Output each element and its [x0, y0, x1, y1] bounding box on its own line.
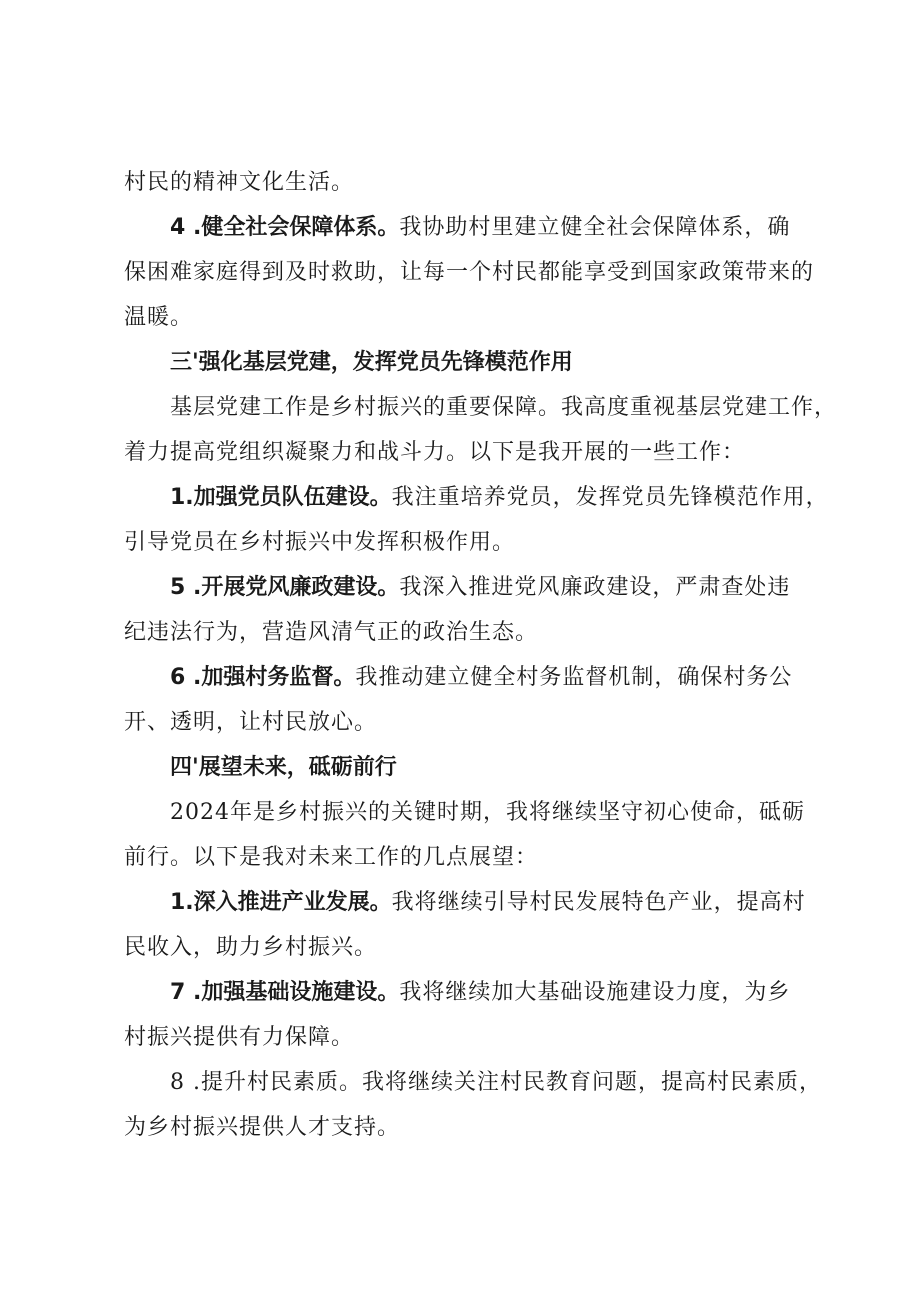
body-line: [0, 393, 920, 423]
list-item-title: 1.深入推进产业发展。: [170, 890, 392, 915]
body-line: [0, 618, 920, 648]
body-line: [0, 168, 920, 198]
line-text: 2024年是乡村振兴的关键时期，我将继续坚守初心使命，砥砺: [170, 800, 805, 825]
line-text: 村振兴提供有力保障。: [124, 1025, 355, 1050]
line-text: 保困难家庭得到及时救助，让每一个村民都能享受到国家政策带来的: [124, 260, 815, 285]
line-text: 我协助村里建立健全社会保障体系，确: [399, 215, 791, 240]
line-text: 引导党员在乡村振兴中发挥积极作用。: [124, 530, 516, 555]
body-line: [0, 303, 920, 333]
body-line: [0, 708, 920, 738]
line-text: 开、透明，让村民放心。: [124, 710, 378, 735]
body-line: [0, 1023, 920, 1053]
list-item-line: [0, 483, 920, 513]
body-line: [0, 843, 920, 873]
list-item-line: [0, 1068, 920, 1098]
line-text: 我深入推进党风廉政建设，严肃查处违: [399, 575, 791, 600]
line-text: 我推动建立健全村务监督机制，确保村务公: [355, 665, 793, 690]
body-line: [0, 528, 920, 558]
list-item-line: [0, 663, 920, 693]
line-text: 我将继续引导村民发展特色产业，提高村: [391, 890, 806, 915]
list-item-line: [0, 888, 920, 918]
line-text: 温暖。: [124, 305, 194, 330]
line-text: 民收入，助力乡村振兴。: [124, 935, 378, 960]
list-item-line: [0, 213, 920, 243]
body-line: [0, 798, 920, 828]
list-item-line: [0, 978, 920, 1008]
line-text: 前行。以下是我对未来工作的几点展望：: [124, 845, 539, 870]
section-heading-text: 四'展望未来，砥砺前行: [170, 755, 397, 780]
list-item-title: 4 .健全社会保障体系。: [170, 215, 400, 240]
list-item-title: 7 .加强基础设施建设。: [170, 980, 400, 1005]
list-item-title: 1.加强党员队伍建设。: [170, 485, 392, 510]
section-heading: [0, 753, 920, 783]
line-text: 8 .提升村民素质。我将继续关注村民教育问题，提高村民素质，: [170, 1070, 822, 1095]
body-line: [0, 1113, 920, 1143]
line-text: 我将继续加大基础设施建设力度，为乡: [399, 980, 791, 1005]
line-text: 纪违法行为，营造风清气正的政治生态。: [124, 620, 539, 645]
list-item-title: 6 .加强村务监督。: [170, 665, 356, 690]
line-text: 为乡村振兴提供人才支持。: [124, 1115, 401, 1140]
body-line: [0, 933, 920, 963]
body-line: [0, 258, 920, 288]
line-text: 基层党建工作是乡村振兴的重要保障。我高度重视基层党建工作，: [170, 395, 838, 420]
list-item-title: 5 .开展党风廉政建设。: [170, 575, 400, 600]
body-line: [0, 438, 920, 468]
section-heading: [0, 348, 920, 378]
line-text: 村民的精神文化生活。: [124, 170, 355, 195]
section-heading-text: 三'强化基层党建，发挥党员先锋模范作用: [170, 350, 573, 375]
list-item-line: [0, 573, 920, 603]
line-text: 着力提高党组织凝聚力和战斗力。以下是我开展的一些工作：: [124, 440, 746, 465]
line-text: 我注重培养党员，发挥党员先锋模范作用，: [391, 485, 829, 510]
